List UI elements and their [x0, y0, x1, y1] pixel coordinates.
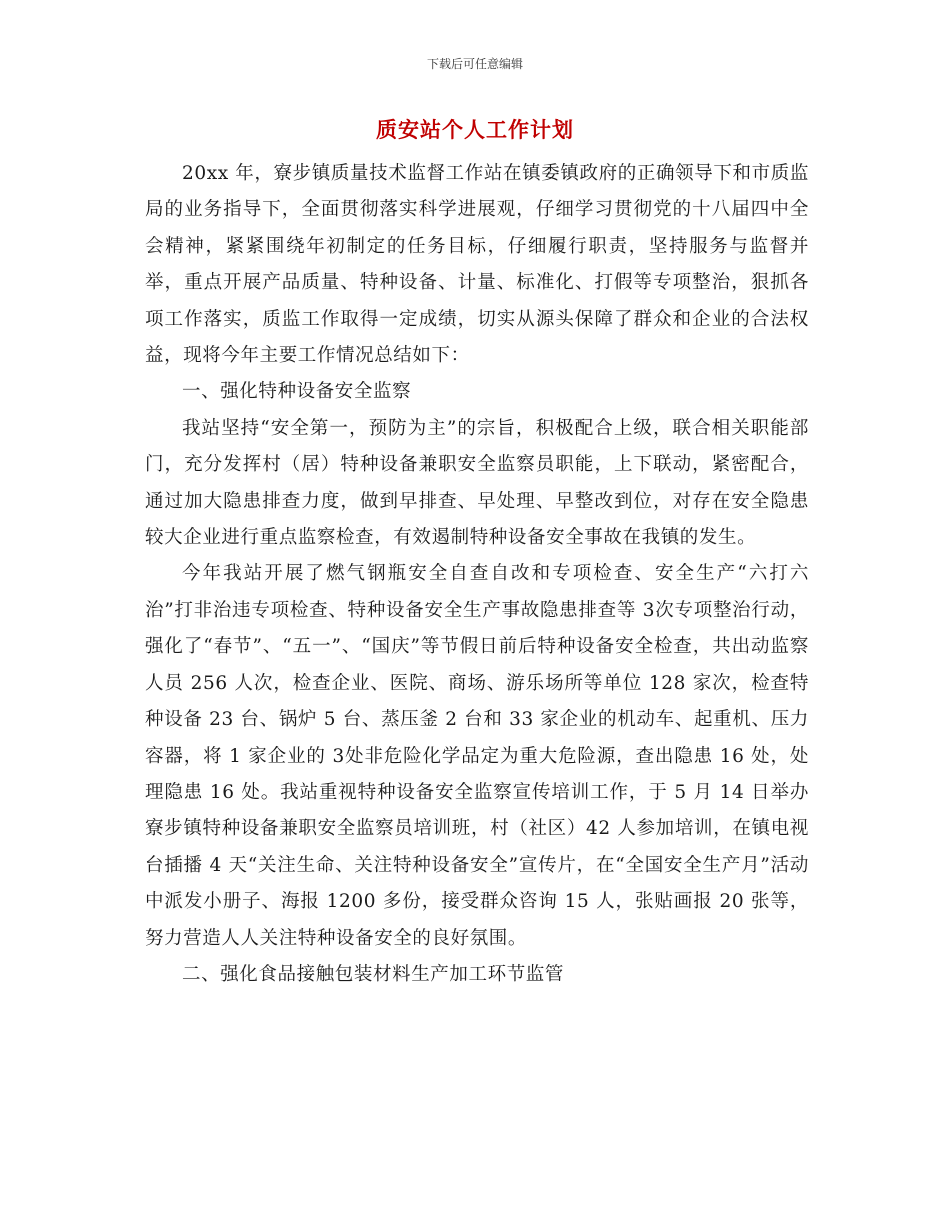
section-heading-1: 一、强化特种设备安全监察 [182, 381, 412, 403]
section-heading-2: 二、强化食品接触包装材料生产加工环节监管 [182, 963, 565, 985]
paragraph-intro: 20xx 年，寮步镇质量技术监督工作站在镇委镇政府的正确领导下和市质监局的业务指导下，全面贯彻落实科学进展观，仔细学习贯彻党的十八届四中全会精神，紧紧围绕年初制定的任务目标，仔细履行职责，坚持服务与监督并举，重点开展产品质量、特种设备、计量、标准化、打假等专项整治，狠抓各项工作落实，质监工作取得一定成绩，切实从源头保障了群众和企业的合法权益，现将今年主要工作情况总结如下： [145, 163, 809, 367]
header-note: 下载后可任意编辑 [426, 57, 523, 71]
paragraph-section-1-a: 我站坚持“安全第一，预防为主”的宗旨，积极配合上级，联合相关职能部门，充分发挥村（居）特种设备兼职安全监察员职能，上下联动，紧密配合，通过加大隐患排查力度，做到早排查、早处理、早整改到位，对存在安全隐患较大企业进行重点监察检查，有效遏制特种设备安全事故在我镇的发生。 [145, 417, 809, 549]
paragraph-section-1-b: 今年我站开展了燃气钢瓶安全自查自改和专项检查、安全生产“六打六治”打非治违专项检查、特种设备安全生产事故隐患排查等 3次专项整治行动，强化了“春节”、“五一”、“国庆”等节假日前后特种设备安全检查，共出动监察人员 256 人次，检查企业、医院、商场、游乐场所等单位 128 家次，检查特种设备 23 台、锅炉 5 台、蒸压釜 2 台和 33 家企业的机动车、起重机、压力容器，将 1 家企业的 3处非危险化学品定为重大危险源，查出隐患 16 处，处理隐患 16 处。我站重视特种设备安全监察宣传培训工作，于 5 月 14 日举办寮步镇特种设备兼职安全监察员培训班，村（社区）42 人参加培训，在镇电视台插播 4 天“关注生命、关注特种设备安全”宣传片，在“全国安全生产月”活动中派发小册子、海报 1200 多份，接受群众咨询 15 人，张贴画报 20 张等，努力营造人人关注特种设备安全的良好氛围。 [145, 563, 809, 949]
document-body [145, 156, 809, 993]
document-title: 质安站个人工作计划 [376, 117, 574, 142]
